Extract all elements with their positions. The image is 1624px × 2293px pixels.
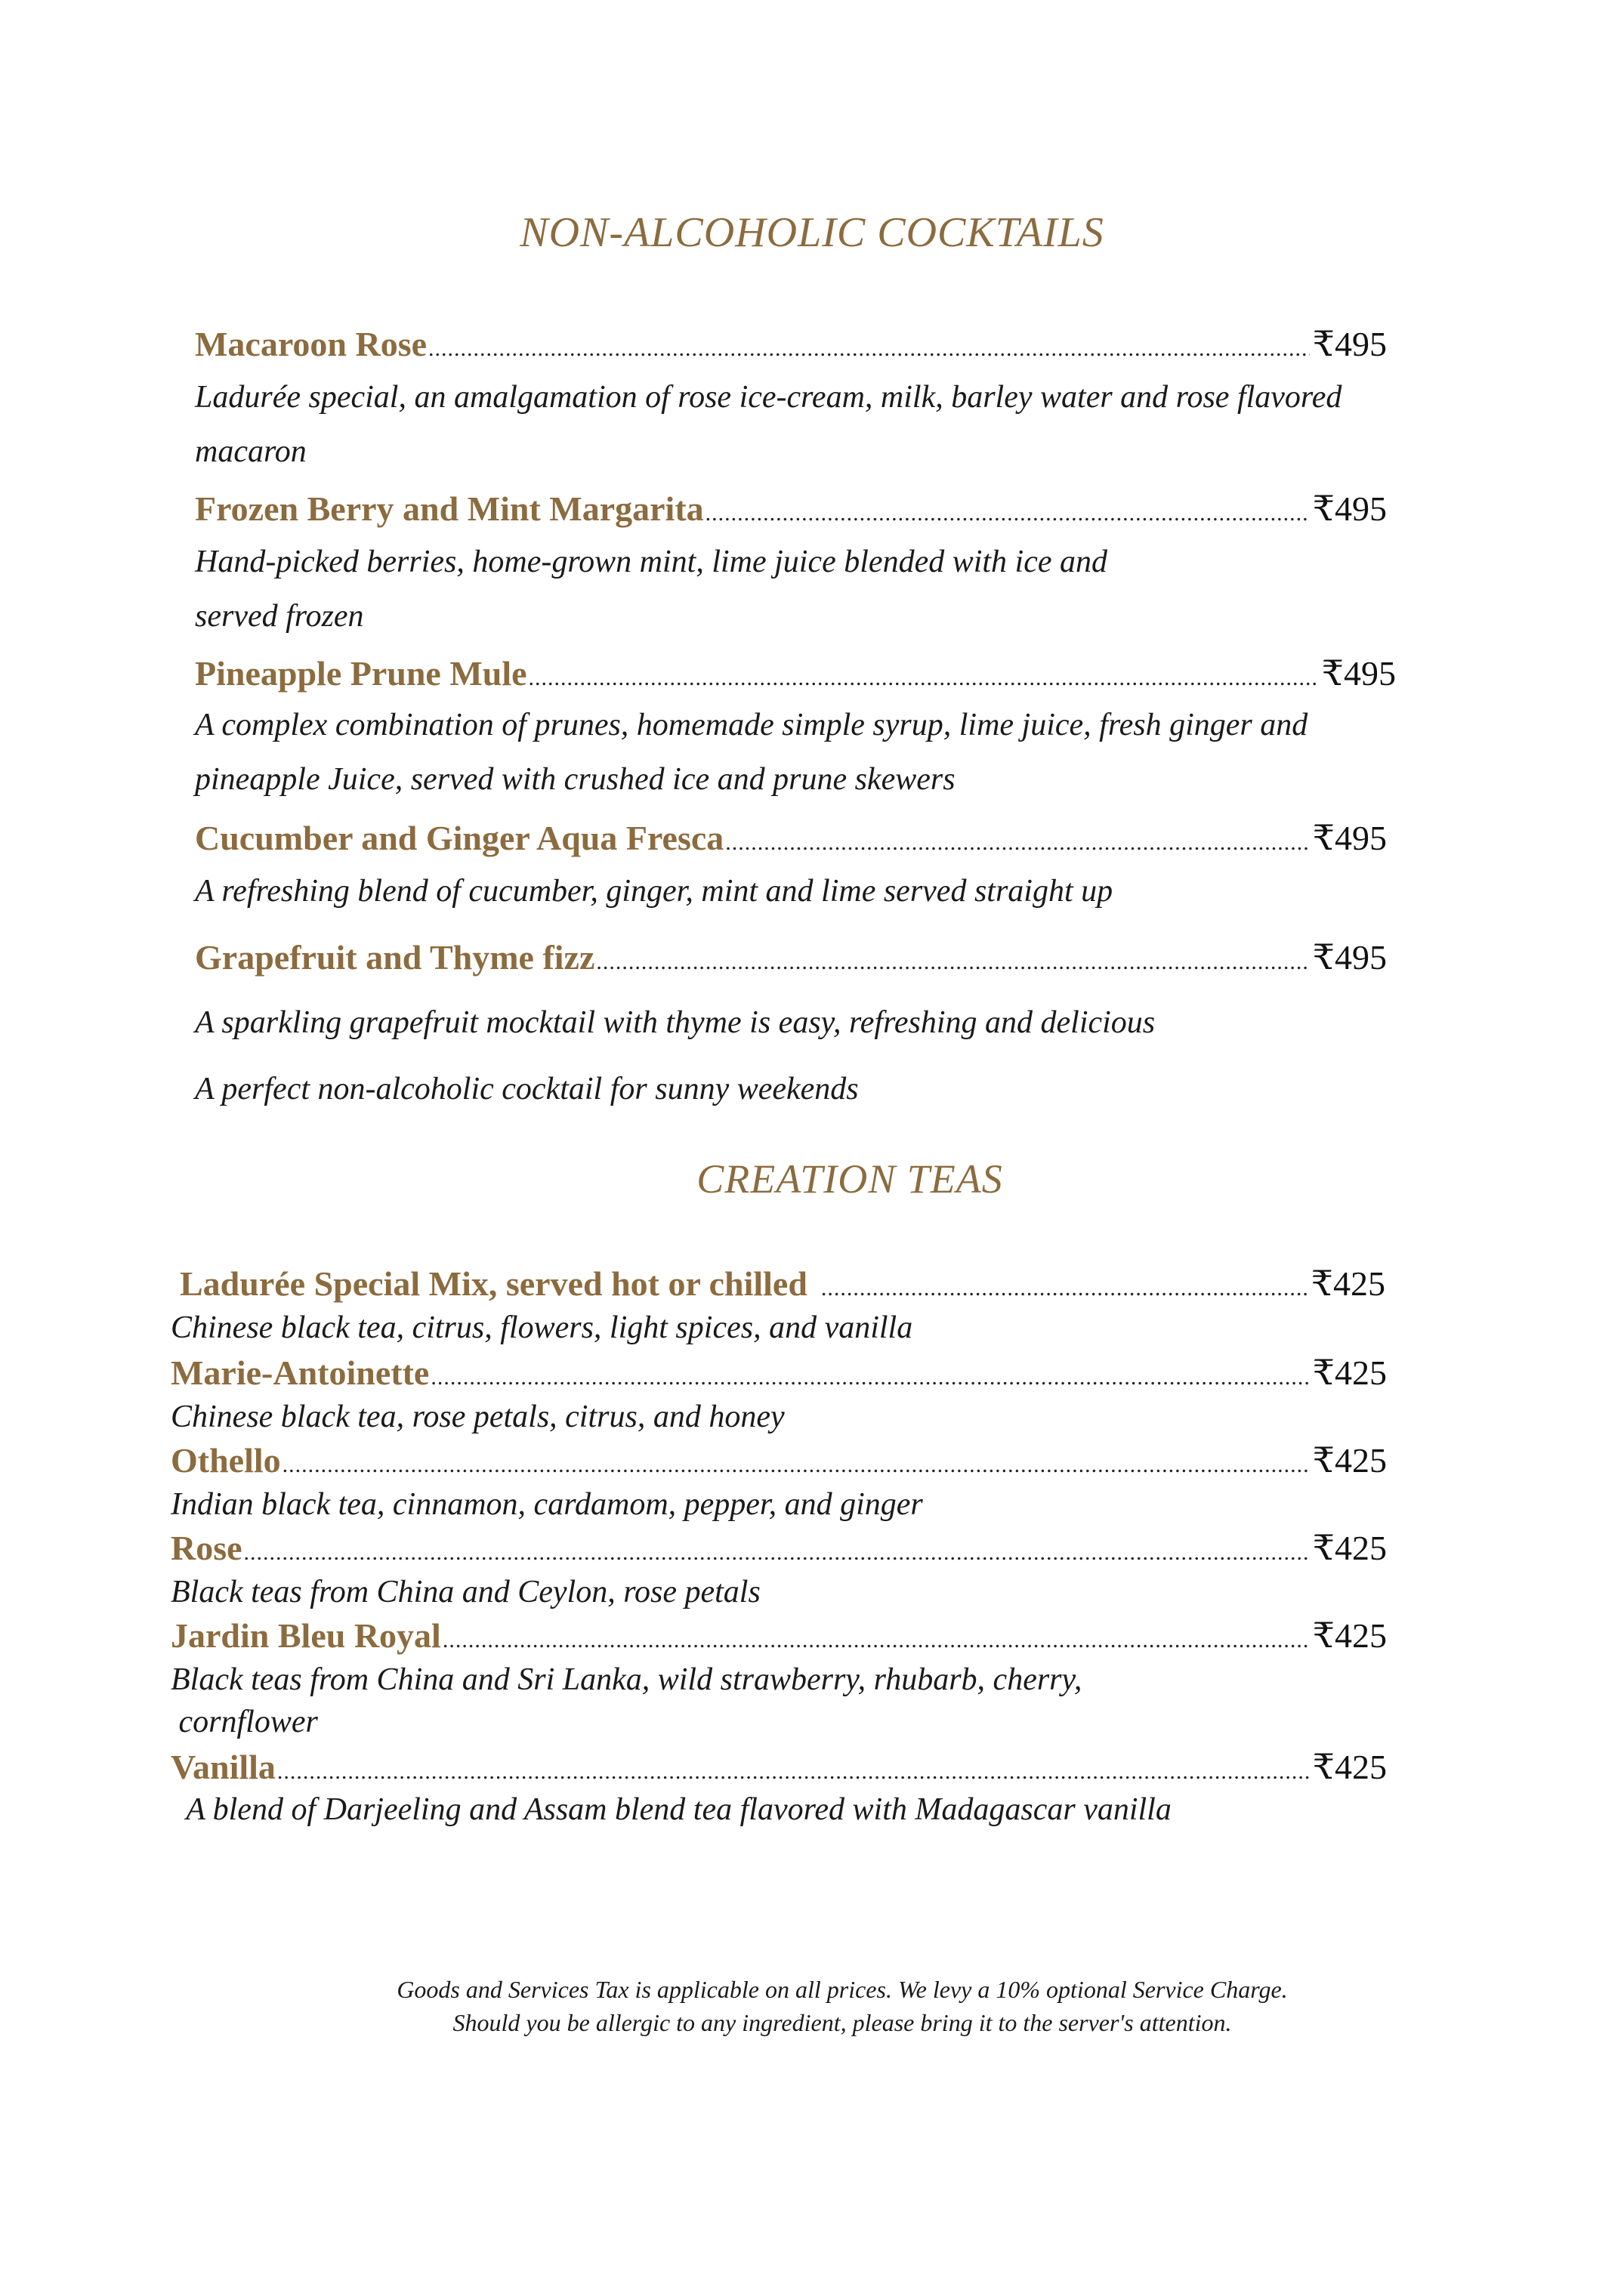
dot-leader — [428, 336, 1310, 362]
item-name: Pineapple Prune Mule — [195, 654, 527, 693]
item-description: pineapple Juice, served with crushed ice and prune skewers — [195, 762, 956, 797]
menu-item-jardin-bleu-royal — [171, 1615, 1387, 1656]
item-name: Vanilla — [171, 1748, 276, 1786]
menu-item-pineapple-prune-mule — [195, 653, 1396, 693]
item-description: Black teas from China and Ceylon, rose petals — [171, 1575, 761, 1609]
item-description: A complex combination of prunes, homemade simple syrup, lime juice, fresh ginger and — [195, 708, 1308, 742]
item-name: Othello — [171, 1441, 281, 1480]
item-description: Hand-picked berries, home-grown mint, lime juice blended with ice and — [195, 545, 1108, 579]
dot-leader — [725, 830, 1309, 856]
item-price: ₹425 — [1312, 1353, 1387, 1392]
item-description: A sparkling grapefruit mocktail with thyme is easy, refreshing and delicious — [195, 1005, 1156, 1040]
item-name: Jardin Bleu Royal — [171, 1616, 441, 1655]
footer-allergy-note: Should you be allergic to any ingredient, please bring it to the server's attention. — [452, 2009, 1232, 2036]
item-description: A perfect non-alcoholic cocktail for sunny weekends — [195, 1072, 859, 1106]
item-price: ₹495 — [1312, 489, 1387, 528]
menu-item-othello — [171, 1440, 1387, 1480]
item-description: Chinese black tea, citrus, flowers, light spices, and vanilla — [171, 1310, 913, 1345]
item-description: Chinese black tea, rose petals, citrus, and honey — [171, 1400, 785, 1434]
item-description: served frozen — [195, 599, 364, 634]
item-description: A blend of Darjeeling and Assam blend tea flavored with Madagascar vanilla — [171, 1792, 1172, 1827]
dot-leader — [443, 1628, 1310, 1653]
item-description: A refreshing blend of cucumber, ginger, mint and lime served straight up — [195, 874, 1113, 909]
menu-item-rose — [171, 1527, 1387, 1568]
item-name: Frozen Berry and Mint Margarita — [195, 489, 704, 528]
footer-tax-note: Goods and Services Tax is applicable on all prices. We levy a 10% optional Service Charge. — [397, 1976, 1288, 2003]
item-price: ₹495 — [1312, 819, 1387, 857]
menu-item-grapefruit-thyme-fizz — [195, 937, 1387, 977]
item-price: ₹425 — [1312, 1441, 1387, 1480]
item-name: Grapefruit and Thyme fizz — [195, 938, 595, 977]
section-heading-cocktails: NON-ALCOHOLIC COCKTAILS — [520, 209, 1104, 256]
dot-leader — [596, 949, 1309, 975]
section-heading-teas: CREATION TEAS — [696, 1156, 1003, 1202]
item-price: ₹425 — [1312, 1616, 1387, 1655]
menu-item-macaroon-rose — [195, 323, 1387, 364]
item-description: Ladurée special, an amalgamation of rose ice-cream, milk, barley water and rose flavored — [195, 380, 1342, 415]
menu-item-laduree-special-mix — [180, 1263, 1385, 1304]
menu-item-cucumber-ginger-aqua-fresca — [195, 817, 1387, 858]
item-name: Marie-Antoinette — [171, 1353, 430, 1392]
dot-leader — [529, 665, 1319, 691]
item-name: Rose — [171, 1529, 242, 1567]
item-description: Black teas from China and Sri Lanka, wild strawberry, rhubarb, cherry, — [171, 1662, 1082, 1697]
item-price: ₹425 — [1311, 1264, 1385, 1303]
dot-leader — [244, 1540, 1310, 1566]
item-price: ₹495 — [1312, 325, 1387, 363]
item-name: Macaroon Rose — [195, 325, 428, 363]
menu-item-vanilla — [171, 1746, 1387, 1787]
dot-leader — [431, 1365, 1309, 1390]
dot-leader — [277, 1759, 1310, 1785]
dot-leader — [821, 1276, 1308, 1301]
item-name: Cucumber and Ginger Aqua Fresca — [195, 819, 724, 857]
item-price: ₹495 — [1312, 938, 1387, 977]
menu-item-frozen-berry-mint-margarita — [195, 488, 1387, 529]
item-description: macaron — [195, 434, 307, 469]
item-price: ₹495 — [1321, 654, 1396, 693]
item-price: ₹425 — [1312, 1748, 1387, 1786]
item-description: cornflower — [171, 1705, 318, 1739]
item-description: Indian black tea, cinnamon, cardamom, pepper, and ginger — [171, 1487, 923, 1522]
dot-leader — [705, 501, 1310, 526]
menu-item-marie-antoinette — [171, 1352, 1387, 1393]
item-name: Ladurée Special Mix, served hot or chilled — [180, 1264, 807, 1303]
dot-leader — [283, 1452, 1310, 1478]
item-price: ₹425 — [1312, 1529, 1387, 1567]
